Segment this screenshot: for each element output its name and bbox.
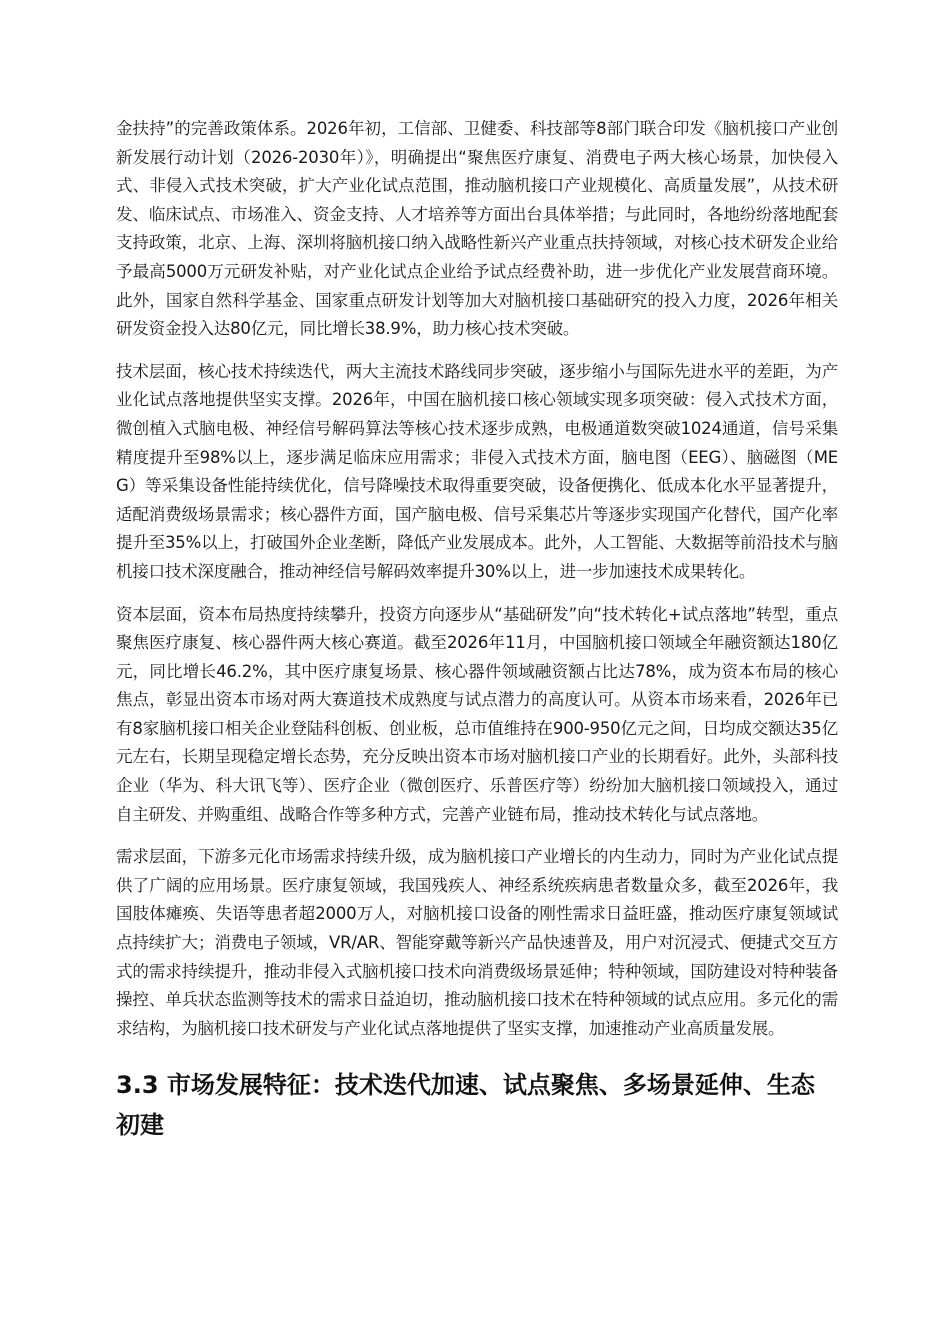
paragraph-policy: 金扶持”的完善政策体系。2026年初，工信部、卫健委、科技部等8部门联合印发《脑机接口产业创新发展行动计划（2026-2030年）》，明确提出“聚焦医疗康复、消费电子两大核心场景，加快侵入式、非侵入式技术突破，扩大产业化试点范围，推动脑机接口产业规模化、高质量发展”，从技术研发、临床试点、市场准入、资金支持、人才培养等方面出台具体举措；与此同时，各地纷纷落地配套支持政策，北京、上海、深圳将脑机接口纳入战略性新兴产业重点扶持领域，对核心技术研发企业给予最高5000万元研发补贴，对产业化试点企业给予试点经费补助，进一步优化产业发展营商环境。此外，国家自然科学基金、国家重点研发计划等加大对脑机接口基础研究的投入力度，2026年相关研发资金投入达80亿元，同比增长38.9%，助力核心技术突破。 <box>116 119 838 339</box>
document-page <box>116 115 838 1145</box>
paragraph-demand: 需求层面，下游多元化市场需求持续升级，成为脑机接口产业增长的内生动力，同时为产业化试点提供了广阔的应用场景。医疗康复领域，我国残疾人、神经系统疾病患者数量众多，截至2026年，我国肢体瘫痪、失语等患者超2000万人，对脑机接口设备的刚性需求日益旺盛，推动医疗康复领域试点持续扩大；消费电子领域，VR/AR、智能穿戴等新兴产品快速普及，用户对沉浸式、便捷式交互方式的需求持续提升，推动非侵入式脑机接口技术向消费级场景延伸；特种领域，国防建设对特种装备操控、单兵状态监测等技术的需求日益迫切，推动脑机接口技术在特种领域的试点应用。多元化的需求结构，为脑机接口技术研发与产业化试点落地提供了坚实支撑，加速推动产业高质量发展。 <box>116 847 838 1038</box>
paragraph-technology: 技术层面，核心技术持续迭代，两大主流技术路线同步突破，逐步缩小与国际先进水平的差距，为产业化试点落地提供坚实支撑。2026年，中国在脑机接口核心领域实现多项突破：侵入式技术方面，微创植入式脑电极、神经信号解码算法等核心技术逐步成熟，电极通道数突破1024通道，信号采集精度提升至98%以上，逐步满足临床应用需求；非侵入式技术方面，脑电图（EEG）、脑磁图（MEG）等采集设备性能持续优化，信号降噪技术取得重要突破，设备便携化、低成本化水平显著提升，适配消费级场景需求；核心器件方面，国产脑电极、信号采集芯片等逐步实现国产化替代，国产化率提升至35%以上，打破国外企业垄断，降低产业发展成本。此外，人工智能、大数据等前沿技术与脑机接口技术深度融合，推动神经信号解码效率提升30%以上，进一步加速技术成果转化。 <box>116 361 838 581</box>
paragraph-capital: 资本层面，资本布局热度持续攀升，投资方向逐步从“基础研发”向“技术转化+试点落地”转型，重点聚焦医疗康复、核心器件两大核心赛道。截至2026年11月，中国脑机接口领域全年融资额达180亿元，同比增长46.2%，其中医疗康复场景、核心器件领域融资额占比达78%，成为资本布局的核心焦点，彰显出资本市场对两大赛道技术成熟度与试点潜力的高度认可。从资本市场来看，2026年已有8家脑机接口相关企业登陆科创板、创业板，总市值维持在900-950亿元之间，日均成交额达35亿元左右，长期呈现稳定增长态势，充分反映出资本市场对脑机接口产业的长期看好。此外，头部科技企业（华为、科大讯飞等）、医疗企业（微创医疗、乐普医疗等）纷纷加大脑机接口领域投入，通过自主研发、并购重组、战略合作等多种方式，完善产业链布局，推动技术转化与试点落地。 <box>116 604 838 824</box>
section-heading: 3.3 市场发展特征：技术迭代加速、试点聚焦、多场景延伸、生态初建 <box>116 1071 815 1140</box>
